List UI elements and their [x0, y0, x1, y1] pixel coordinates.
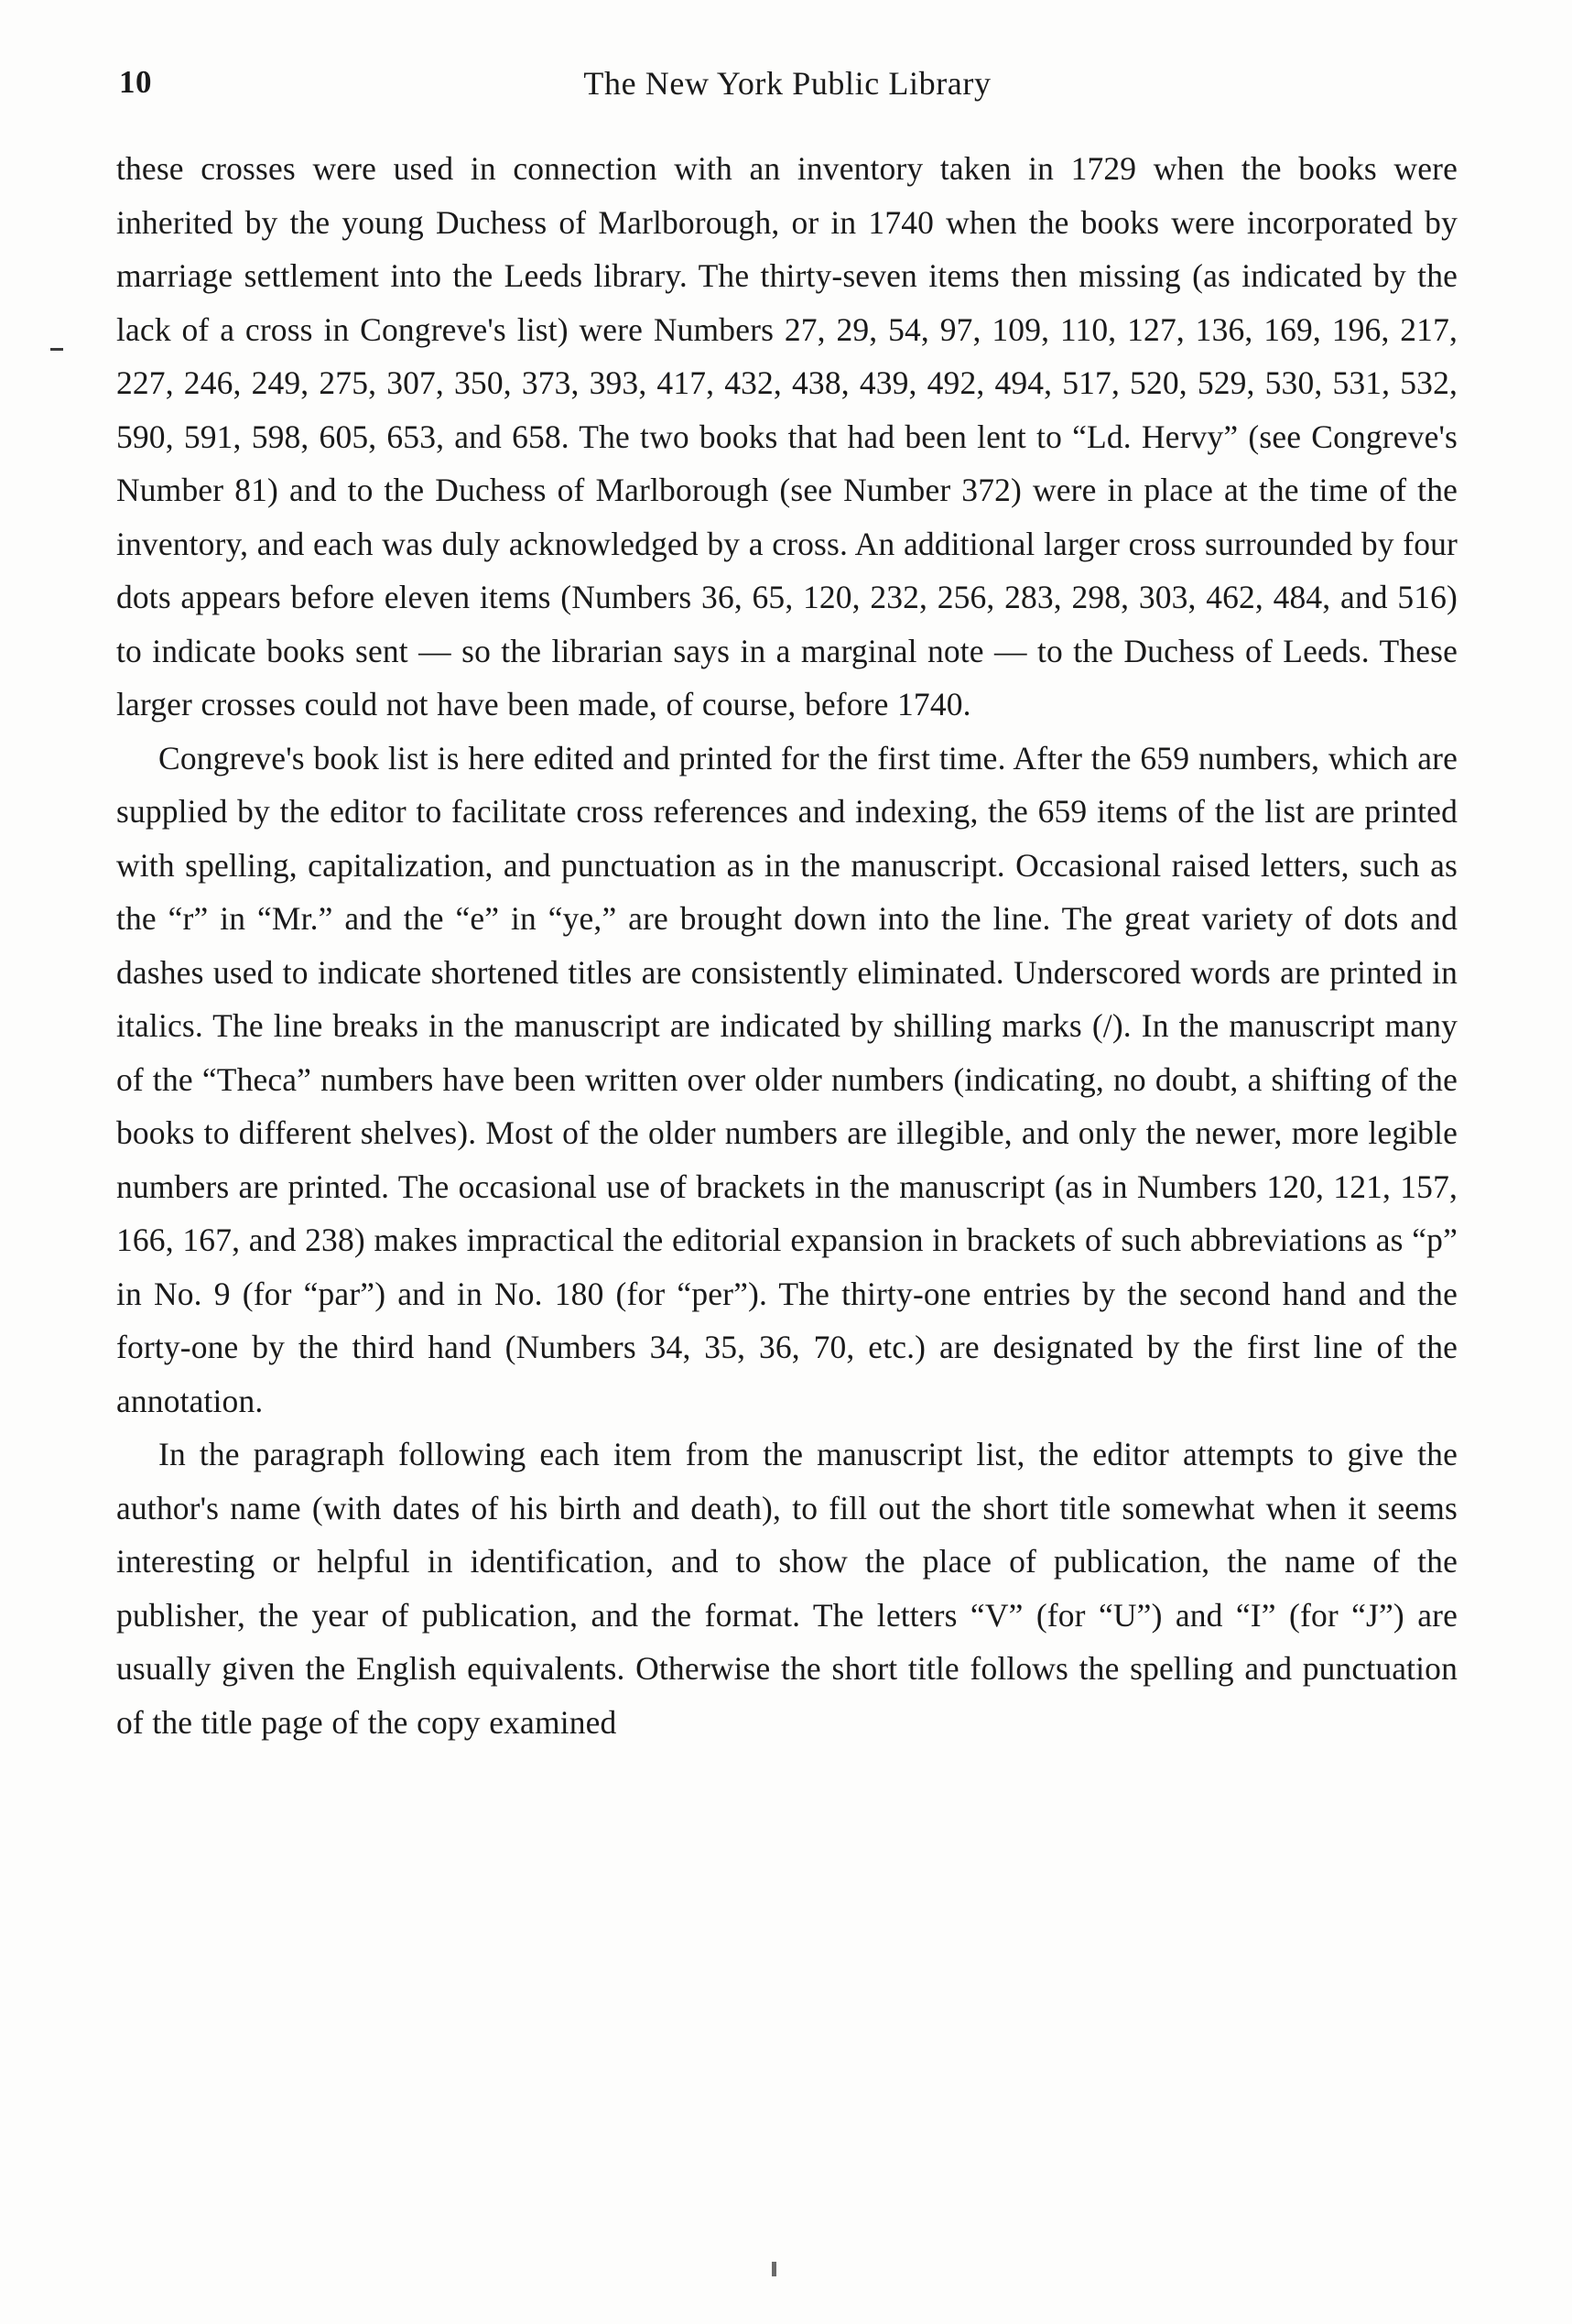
paragraph-2: Congreve's book list is here edited and printed for the first time. After the 659 numbers, which are supplied by the editor to facilitate cross references and indexing, the 659 items of the list are printed with spelling, capitalization, and punctuation as in the manuscript. Occasional raised letters, such as the “r” in “Mr.” and the “e” in “ye,” are brought down into the line. The great variety of dots and dashes used to indicate shortened titles are consistently eliminated. Underscored words are printed in italics. The line breaks in the manuscript are indicated by shilling marks (/). In the manuscript many of the “Theca” numbers have been written over older numbers (indicating, no doubt, a shifting of the books to different shelves). Most of the older numbers are illegible, and only the newer, more legible numbers are printed. The occasional use of brackets in the manuscript (as in Numbers 120, 121, 157, 166, 167, and 238) makes impractical the editorial expansion in brackets of such abbreviations as “p” in No. 9 (for “par”) and in No. 180 (for “per”). The thirty-one entries by the second hand and the forty-one by the third hand (Numbers 34, 35, 36, 70, etc.) are designated by the first line of the annotation. — [116, 739, 1458, 1419]
paragraph-1: these crosses were used in connection with an inventory taken in 1729 when the books were inherited by the young Duchess of Marlborough, or in 1740 when the books were incorporated by marriage settlement into the Leeds library. The thirty-seven items then missing (as indicated by the lack of a cross in Congreve's list) were Numbers 27, 29, 54, 97, 109, 110, 127, 136, 169, 196, 217, 227, 246, 249, 275, 307, 350, 373, 393, 417, 432, 438, 439, 492, 494, 517, 520, 529, 530, 531, 532, 590, 591, 598, 605, 653, and 658. The two books that had been lent to “Ld. Hervy” (see Congreve's Number 81) and to the Duchess of Marlborough (see Number 372) were in place at the time of the inventory, and each was duly acknowledged by a cross. An additional larger cross surrounded by four dots appears before eleven items (Numbers 36, 65, 120, 232, 256, 283, 298, 303, 462, 484, and 516) to indicate books sent — so the librarian says in a marginal note — to the Duchess of Leeds. These larger crosses could not have been made, of course, before 1740. — [116, 150, 1458, 722]
paragraph-3: In the paragraph following each item from the manuscript list, the editor attempts to give the author's name (with dates of his birth and death), to fill out the short title somewhat when it seems interesting or helpful in identification, and to show the place of publication, the name of the publisher, the year of publication, and the format. The letters “V” (for “U”) and “I” (for “J”) are usually given the English equivalents. Otherwise the short title follows the spelling and punctuation of the title page of the copy examined — [116, 1436, 1458, 1741]
margin-mark-left — [50, 348, 63, 351]
running-title: The New York Public Library — [583, 65, 992, 102]
page-header — [119, 64, 1456, 110]
body-text — [116, 142, 1458, 1749]
margin-mark-bottom — [772, 2262, 776, 2276]
page-number: 10 — [119, 64, 152, 100]
